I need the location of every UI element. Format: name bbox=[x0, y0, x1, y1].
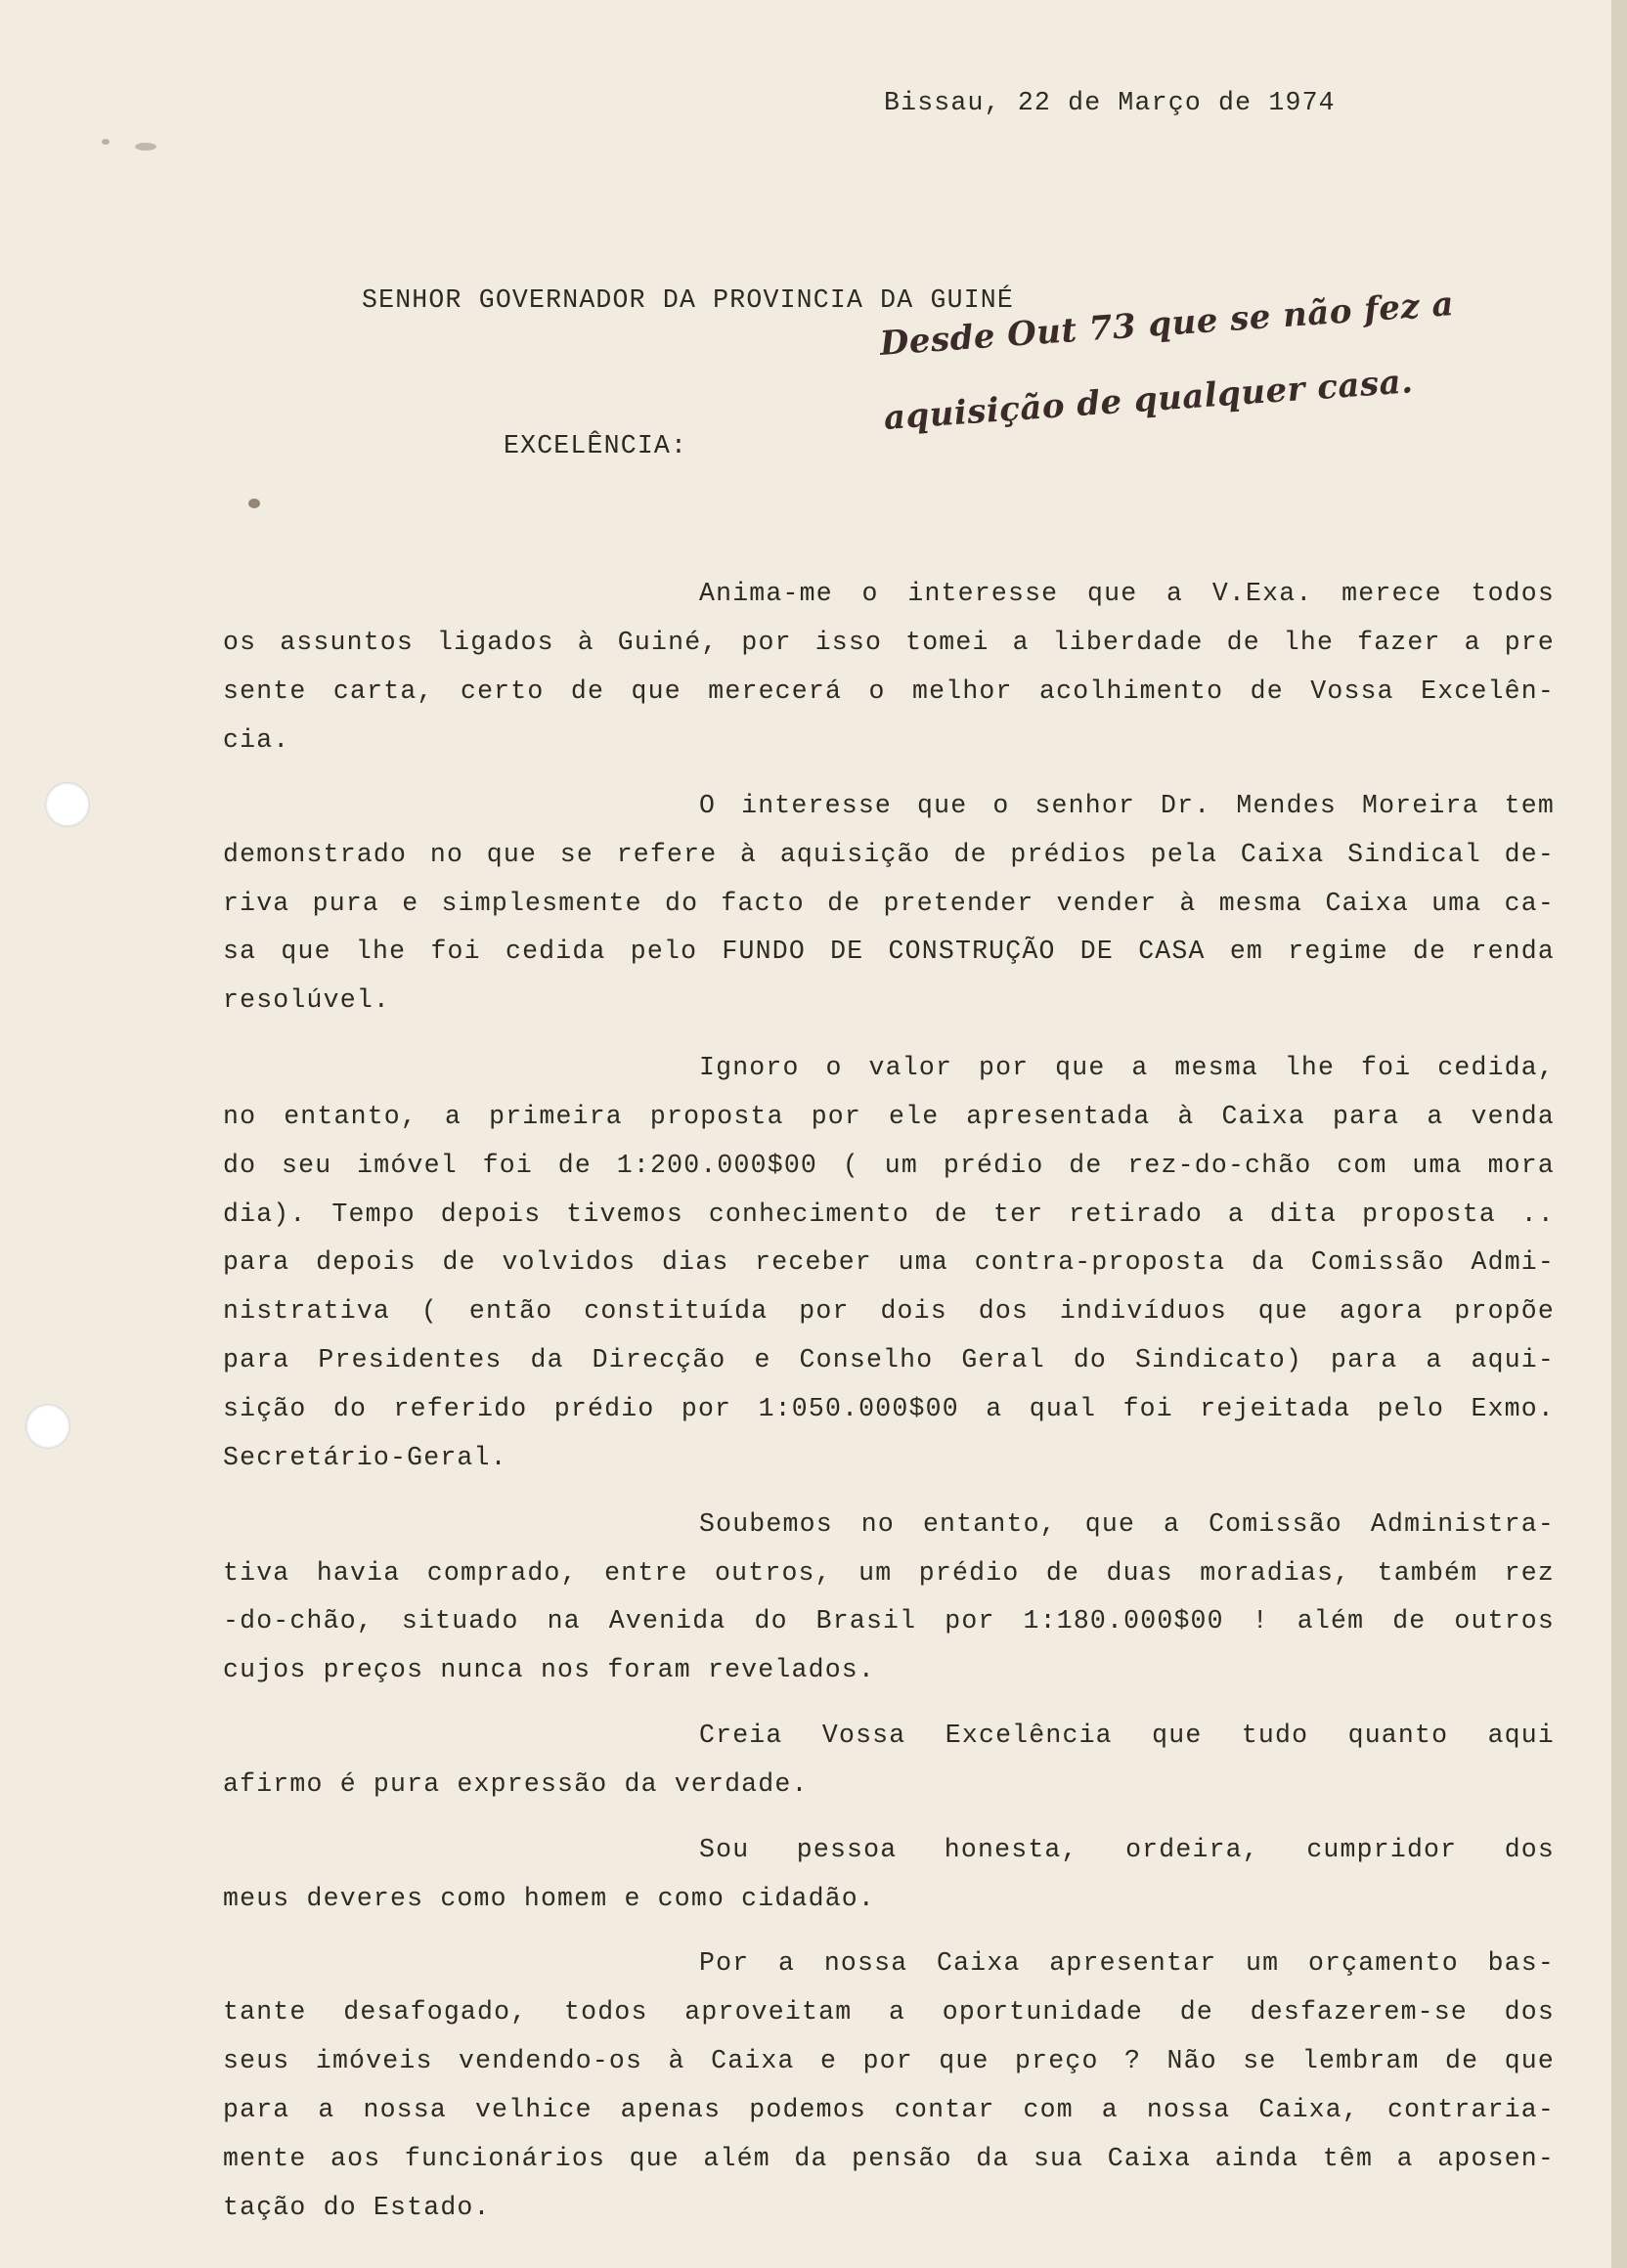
paragraph-2-line-3: riva pura e simplesmente do facto de pretender vender à mesma Caixa uma ca- bbox=[223, 889, 1555, 918]
paragraph-7-line-4: para a nossa velhice apenas podemos contar com a nossa Caixa, contraria- bbox=[223, 2095, 1555, 2124]
paragraph-4-line-2: tiva havia comprado, entre outros, um prédio de duas moradias, também rez bbox=[223, 1558, 1555, 1588]
paragraph-3-line-5: para depois de volvidos dias receber uma contra-proposta da Comissão Admi- bbox=[223, 1247, 1555, 1277]
paragraph-4-line-3: -do-chão, situado na Avenida do Brasil por 1:180.000$00 ! além de outros bbox=[223, 1606, 1555, 1636]
ink-spot bbox=[135, 143, 156, 151]
paragraph-7-line-2: tante desafogado, todos aproveitam a oportunidade de desfazerem-se dos bbox=[223, 1997, 1555, 2027]
paragraph-6-line-2: meus deveres como homem e como cidadão. bbox=[223, 1884, 876, 1913]
handwritten-note-line-2: aquisição de qualquer casa. bbox=[882, 362, 1415, 438]
paragraph-3-line-7: para Presidentes da Direcção e Conselho Geral do Sindicato) para a aqui- bbox=[223, 1345, 1555, 1374]
paragraph-5-line-2: afirmo é pura expressão da verdade. bbox=[223, 1769, 809, 1799]
paragraph-1-line-4: cia. bbox=[223, 725, 290, 755]
paragraph-7-line-1: Por a nossa Caixa apresentar um orçamento bas- bbox=[699, 1948, 1555, 1978]
paragraph-7-line-6: tação do Estado. bbox=[223, 2193, 491, 2222]
punch-hole bbox=[45, 782, 90, 827]
paragraph-3-line-1: Ignoro o valor por que a mesma lhe foi cedida, bbox=[699, 1053, 1555, 1082]
paragraph-7-line-3: seus imóveis vendendo-os à Caixa e por que preço ? Não se lembram de que bbox=[223, 2046, 1555, 2075]
paragraph-3-line-4: dia). Tempo depois tivemos conhecimento de ter retirado a dita proposta .. bbox=[223, 1199, 1555, 1229]
date-line: Bissau, 22 de Março de 1974 bbox=[884, 88, 1336, 117]
paragraph-4-line-4: cujos preços nunca nos foram revelados. bbox=[223, 1655, 876, 1684]
handwritten-note-line-1: Desde Out 73 que se não fez a bbox=[878, 284, 1456, 364]
paragraph-3-line-3: do seu imóvel foi de 1:200.000$00 ( um prédio de rez-do-chão com uma mora bbox=[223, 1151, 1555, 1180]
paragraph-1-line-1: Anima-me o interesse que a V.Exa. merece todos bbox=[699, 579, 1555, 608]
ink-spot bbox=[102, 139, 110, 145]
paragraph-2-line-2: demonstrado no que se refere à aquisição de prédios pela Caixa Sindical de- bbox=[223, 840, 1555, 869]
paragraph-3-line-9: Secretário-Geral. bbox=[223, 1443, 507, 1472]
addressee: SENHOR GOVERNADOR DA PROVINCIA DA GUINÉ bbox=[362, 285, 1015, 315]
paragraph-5-line-1: Creia Vossa Excelência que tudo quanto aqui bbox=[699, 1721, 1555, 1750]
paragraph-3-line-2: no entanto, a primeira proposta por ele apresentada à Caixa para a venda bbox=[223, 1102, 1555, 1131]
paragraph-3-line-8: sição do referido prédio por 1:050.000$00 a qual foi rejeitada pelo Exmo. bbox=[223, 1394, 1555, 1423]
paragraph-1-line-2: os assuntos ligados à Guiné, por isso tomei a liberdade de lhe fazer a pre bbox=[223, 628, 1555, 657]
paragraph-2-line-5: resolúvel. bbox=[223, 985, 391, 1015]
paragraph-7-line-5: mente aos funcionários que além da pensão da sua Caixa ainda têm a aposen- bbox=[223, 2144, 1555, 2173]
page-edge bbox=[1611, 0, 1627, 2268]
paragraph-1-line-3: sente carta, certo de que merecerá o melhor acolhimento de Vossa Excelên- bbox=[223, 676, 1555, 706]
salutation: EXCELÊNCIA: bbox=[504, 431, 688, 460]
paragraph-6-line-1: Sou pessoa honesta, ordeira, cumpridor dos bbox=[699, 1835, 1555, 1864]
paragraph-4-line-1: Soubemos no entanto, que a Comissão Administra- bbox=[699, 1509, 1555, 1539]
punch-hole bbox=[25, 1404, 70, 1449]
paragraph-2-line-4: sa que lhe foi cedida pelo FUNDO DE CONSTRUÇÃO DE CASA em regime de renda bbox=[223, 937, 1555, 966]
paragraph-3-line-6: nistrativa ( então constituída por dois dos indivíduos que agora propõe bbox=[223, 1296, 1555, 1326]
paragraph-2-line-1: O interesse que o senhor Dr. Mendes Moreira tem bbox=[699, 791, 1555, 820]
ink-spot bbox=[248, 499, 260, 508]
